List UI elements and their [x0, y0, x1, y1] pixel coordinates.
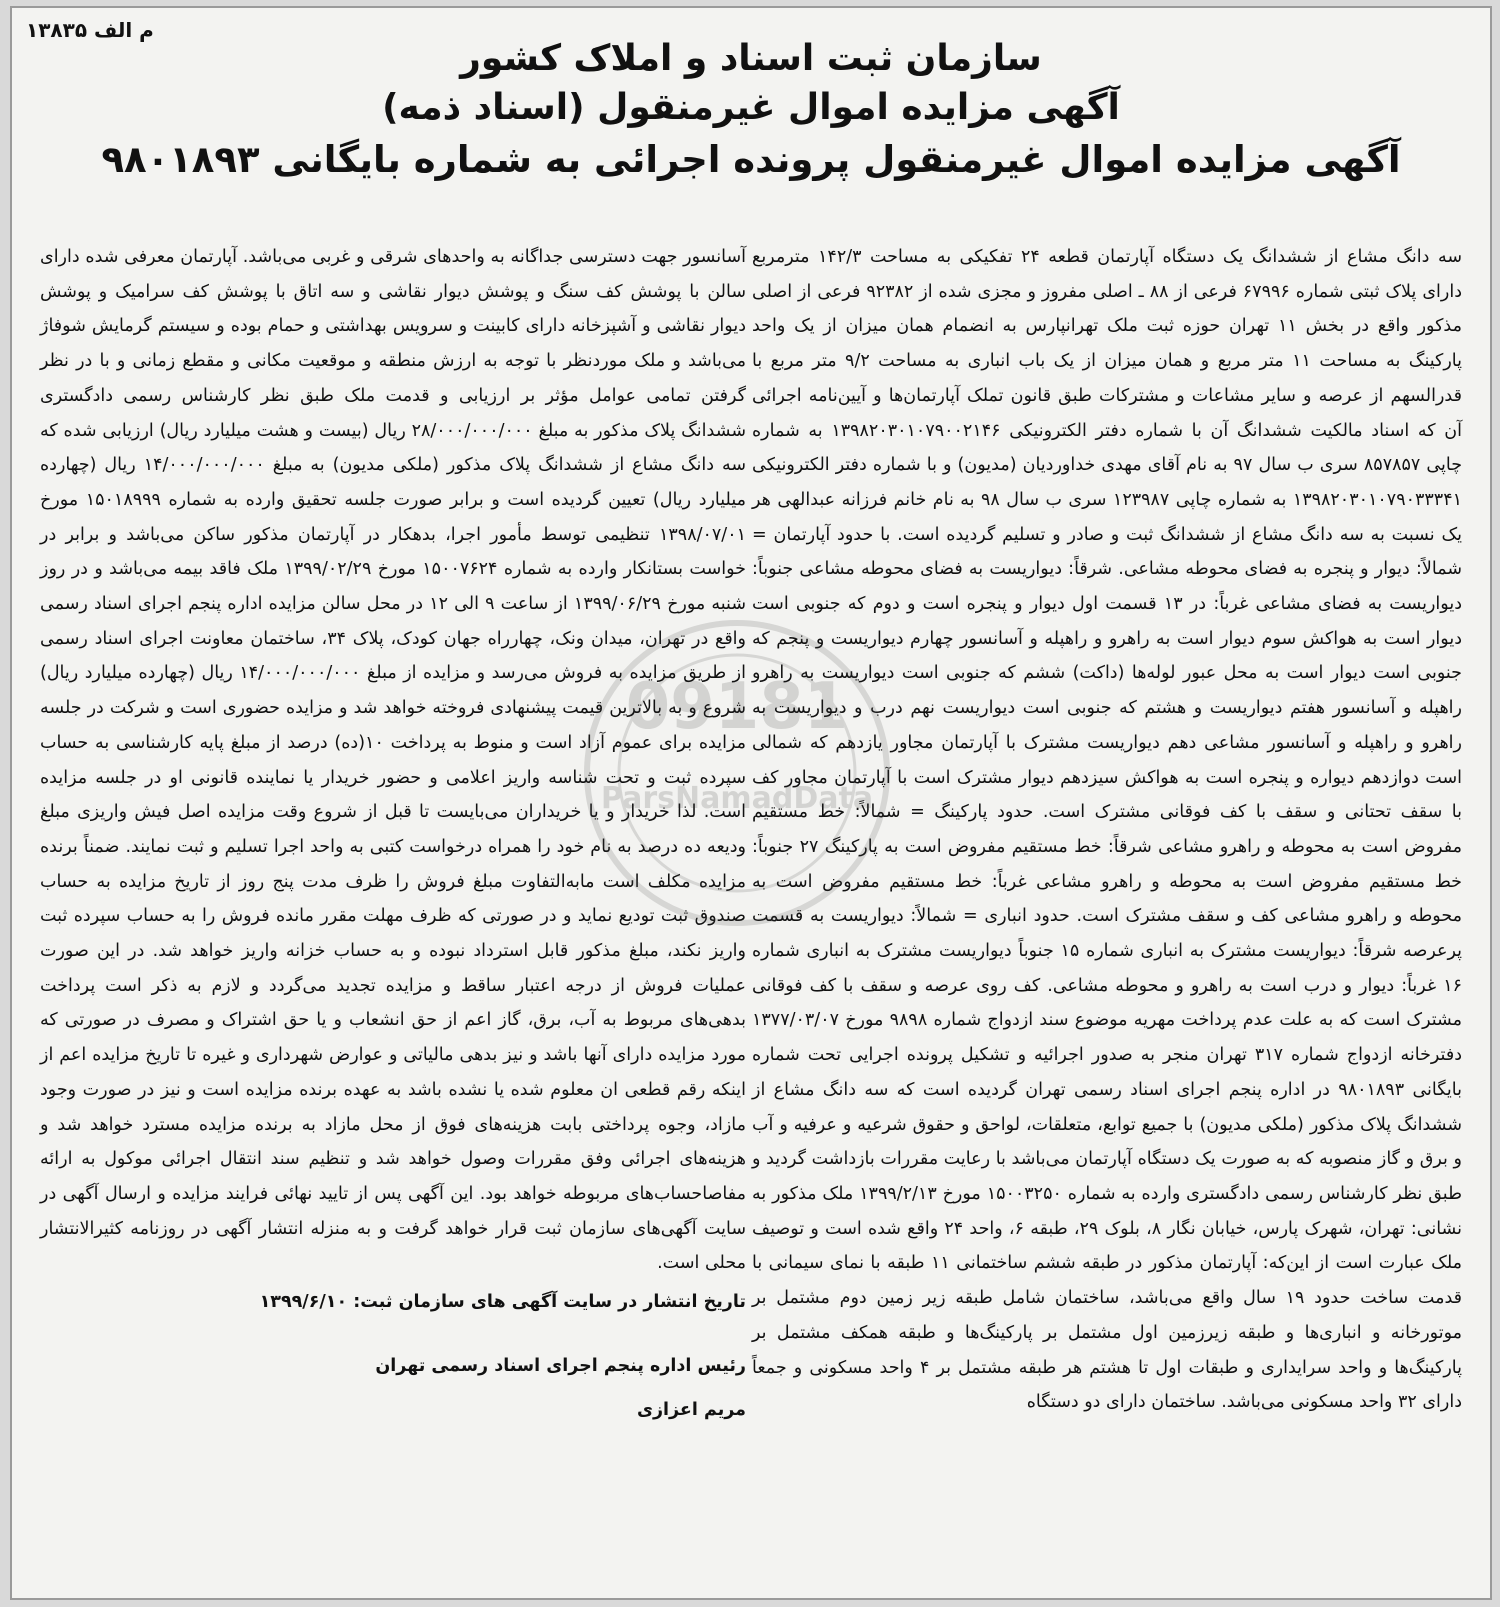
notice-subtitle: آگهی مزایده اموال غیرمنقول پرونده اجرائی به شماره بایگانی ۹۸۰۱۸۹۳	[101, 138, 1401, 181]
signatory-title: رئیس اداره پنجم اجرای اسناد رسمی تهران	[375, 1355, 746, 1376]
header	[12, 38, 1490, 181]
notice-title: آگهی مزایده اموال غیرمنقول (اسناد ذمه)	[382, 87, 1120, 128]
body-text-left: آسانسور جهت دسترسی جداگانه به واحدهای شرقی و غربی می‌باشد. آپارتمان معرفی شده دارای سالن با پوشش کف سنگ و پوشش دیوار نقاشی و سه اتاق با پوشش کف سرامیک و پوشش دیوار نقاشی و آشپزخانه دارای کابینت و سرویس بهداشتی و حمام بوده و سیستم گرمایش شوفاژ می‌باشد و ملک موردنظر با توجه به ارزش منطقه و موقعیت مکانی و مقطع زمانی و با در نظر گرفتن تمامی عوامل مؤثر بر ارزیابی و قدمت ملک طبق نظر کارشناس رسمی دادگستری ششدانگ پلاک مذکور به مبلغ ۲۸/۰۰۰/۰۰۰/۰۰۰ ریال (بیست و هشت میلیارد ریال) ارزیابی شده که سه دانگ مشاع از ششدانگ پلاک مذکور (ملکی مدیون) به مبلغ ۱۴/۰۰۰/۰۰۰/۰۰۰ ریال (چهارده میلیارد ریال) تعیین گردیده است و برابر صورت جلسه تحقیق وارده به شماره ۱۵۰۱۸۹۹۹ مورخ ۱۳۹۸/۰۷/۰۱ تنظیمی توسط مأمور اجرا، بدهکار در آپارتمان مذکور ساکن می‌باشد و برابر در خواست بستانکار وارده به شماره ۱۵۰۰۷۶۲۴ مورخ ۱۳۹۹/۰۲/۲۹ ملک فاقد بیمه می‌باشد و در روز شنبه مورخ ۱۳۹۹/۰۶/۲۹ از ساعت ۹ الی ۱۲ در محل سالن مزایده اداره پنجم اجرای اسناد رسمی واقع در تهران، میدان ونک، چهارراه جهان کودک، پلاک ۳۴، ساختمان معاونت اجرای اسناد رسمی از طریق مزایده به فروش می‌رسد و مزایده از مبلغ ۱۴/۰۰۰/۰۰۰/۰۰۰ ریال (چهارده میلیارد ریال) شروع و به بالاترین قیمت پیشنهادی فروخته خواهد شد و مزایده حضوری است و شرکت در جلسه مزایده برای عموم آزاد است و منوط به پرداخت ۱۰(ده) درصد از مبلغ پایه کارشناسی به حساب سپرده ثبت و تحت شناسه واریز اعلامی و حضور خریدار یا نماینده قانونی او در جلسه مزایده است. لذا خریدار و یا خریداران می‌بایست تا قبل از شروع وقت مزایده اصل فیش واریزی مبلغ ودیعه ده درصد به نام خود را همراه درخواست کتبی به واحد اجرا تسلیم و ثبت نمایند. ضمناً برنده مزایده مکلف است مابه‌التفاوت مبلغ فروش را ظرف مدت پنج روز از تاریخ مزایده به حساب صندوق ثبت تودیع نماید و در صورتی که ظرف مهلت مقرر مانده فروش را به حساب سپرده ثبت واریز نکند، مبلغ مذکور قابل استرداد نبوده و به حساب خزانه واریز خواهد شد. در این صورت عملیات فروش از درجه اعتبار ساقط و مزایده تجدید می‌گردد و لازم به ذکر است پرداخت بدهی‌های مربوط به آب، برق، گاز اعم از حق انشعاب و یا حق اشتراک و مصرف در صورتی که مورد مزایده دارای آنها باشد و نیز بدهی مالیاتی و عوارض شهرداری و غیره تا تاریخ مزایده اعم از اینکه رقم قطعی ان معلوم شده یا نشده باشد به عهده برنده مزایده است و نیز در صورت وجود مازاد، وجوه پرداختی بابت هزینه‌های فوق از محل مازاد به برنده مزایده مسترد خواهد شد و هزینه‌های اجرائی وفق مقررات وصول خواهد شد و تنظیم سند انتقال اجرائی موکول به ارائه مفاصاحساب‌های مربوطه خواهد بود. این آگهی پس از تایید نهائی فرایند مزایده و ارسال آگهی در سایت آگهی‌های سازمان ثبت قرار خواهد گرفت و به منزله انتشار آگهی در روزنامه کثیرالانتشار محلی است.	[40, 247, 747, 1274]
publication-date-line	[40, 1285, 746, 1320]
reference-code: م الف ۱۳۸۳۵	[26, 18, 154, 42]
publication-date: ۱۳۹۹/۶/۱۰	[259, 1292, 348, 1313]
watermark-brand: ParsNamadData	[600, 781, 874, 816]
organization-title: سازمان ثبت اسناد و املاک کشور	[460, 38, 1042, 79]
signatory-name: مریم اعزازی	[636, 1399, 746, 1420]
body-left-column	[40, 240, 746, 1432]
body-text-right: سه دانگ مشاع از ششدانگ یک دستگاه آپارتمان قطعه ۲۴ تفکیکی به مساحت ۱۴۲/۳ مترمربع دارای پلاک ثبتی شماره ۶۷۹۹۶ فرعی از ۸۸ ـ اصلی مفروز و مجزی شده از ۹۲۳۸۲ فرعی از اصلی مذکور واقع در بخش ۱۱ تهران حوزه ثبت ملک تهرانپارس به انضمام همان میزان از یک واحد پارکینگ به مساحت ۱۱ متر مربع و همان میزان از یک باب انباری به مساحت ۹/۲ متر مربع با قدرالسهم از عرصه و سایر مشاعات و مشترکات طبق قانون تملک آپارتمان‌ها و آیین‌نامه اجرائی آن که اسناد مالکیت ششدانگ آن با شماره دفتر الکترونیکی ۱۳۹۸۲۰۳۰۱۰۷۹۰۰۲۱۴۶ به شماره چاپی ۸۵۷۸۵۷ سری ب سال ۹۷ به نام آقای مهدی خداوردیان (مدیون) و با شماره دفتر الکترونیکی ۱۳۹۸۲۰۳۰۱۰۷۹۰۳۳۳۴۱ به شماره چاپی ۱۲۳۹۸۷ سری ب سال ۹۸ به نام خانم فرزانه عبدالهی هر یک نسبت به سه دانگ مشاع از ششدانگ ثبت و صادر و تسلیم گردیده است. با حدود آپارتمان = شمالاً: دیوار و پنجره به فضای محوطه مشاعی. شرقاً: دیواریست به فضای محوطه مشاعی جنوباً: دیواریست به فضای مشاعی غرباً: در ۱۳ قسمت اول دیوار و پنجره است و دوم که جنوبی است دیوار است به هواکش سوم دیوار است به راهرو و راهپله و آسانسور چهارم دیواریست و پنجم که جنوبی است دیوار است به محل عبور لوله‌ها (داکت) ششم که جنوبی است دیواریست به راهرو راهپله و آسانسور هفتم دیواریست و هشتم که جنوبی است دیواریست نهم درب و دیواریست به راهرو و راهپله و آسانسور مشاعی دهم دیواریست مشترک با آپارتمان مجاور یازدهم که شمالی است دوازدهم دیواره و پنجره است به هواکش سیزدهم دیوار مشترک است با آپارتمان مجاور کف با سقف تحتانی و سقف با کف فوقانی مشترک است. حدود پارکینگ = شمالاً: خط مستقیم مفروض است به محوطه و راهرو مشاعی شرقاً: خط مستقیم مفروض است به پارکینگ ۲۷ جنوباً: خط مستقیم مفروض است به محوطه و راهرو مشاعی غرباً: خط مستقیم مفروض است به محوطه و راهرو مشاعی کف و سقف مشترک است. حدود انباری = شمالاً: دیواریست به قسمت پرعرصه شرقاً: دیواریست مشترک به انباری شماره ۱۵ جنوباً دیواریست مشترک به انباری شماره ۱۶ غرباً: دیوار و درب است به راهرو و محوطه مشاعی. کف روی عرصه و سقف با کف فوقانی مشترک است که به علت عدم پرداخت مهریه موضوع سند ازدواج شماره ۹۸۹۸ مورخ ۱۳۷۷/۰۳/۰۷ دفترخانه ازدواج شماره ۳۱۷ تهران منجر به صدور اجرائیه و تشکیل پرونده اجرایی تحت شماره بایگانی ۹۸۰۱۸۹۳ در اداره پنجم اجرای اسناد رسمی تهران گردیده است که سه دانگ مشاع از ششدانگ پلاک مذکور (ملکی مدیون) با جمیع توابع، متعلقات، لواحق و حقوق شرعیه و عرفیه و آب و برق و گاز منصوبه که به صورت یک دستگاه آپارتمان می‌باشد با رعایت مقررات بازداشت گردید و طبق نظر کارشناس رسمی دادگستری وارده به شماره ۱۵۰۰۳۲۵۰ مورخ ۱۳۹۹/۲/۱۳ ملک مذکور به نشانی: تهران، شهرک پارس، خیابان نگار ۸، بلوک ۲۹، طبقه ۶، واحد ۲۴ واقع شده است و توصیف ملک عبارت است از این‌که: آپارتمان مذکور در طبقه ششم ساختمانی ۱۱ طبقه با نمای سیمانی با قدمت ساخت حدود ۱۹ سال واقع می‌باشد، ساختمان شامل طبقه زیر زمین دوم مشتمل بر موتورخانه و انباری‌ها و طبقه زیرزمین اول مشتمل بر پارکینگ‌ها و طبقه همکف مشتمل بر پارکینگ‌ها و واحد سرایداری و طبقات اول تا هشتم هر طبقه مشتمل بر ۴ واحد مسکونی و جمعاً دارای ۳۲ واحد مسکونی می‌باشد. ساختمان دارای دو دستگاه	[752, 247, 1463, 1413]
signature-block	[40, 1344, 746, 1432]
publication-date-label: تاریخ انتشار در سایت آگهی های سازمان ثبت:	[353, 1292, 746, 1313]
notice-frame	[10, 6, 1492, 1600]
body-right-column	[752, 240, 1462, 1420]
watermark-phone: 09181	[625, 670, 849, 744]
